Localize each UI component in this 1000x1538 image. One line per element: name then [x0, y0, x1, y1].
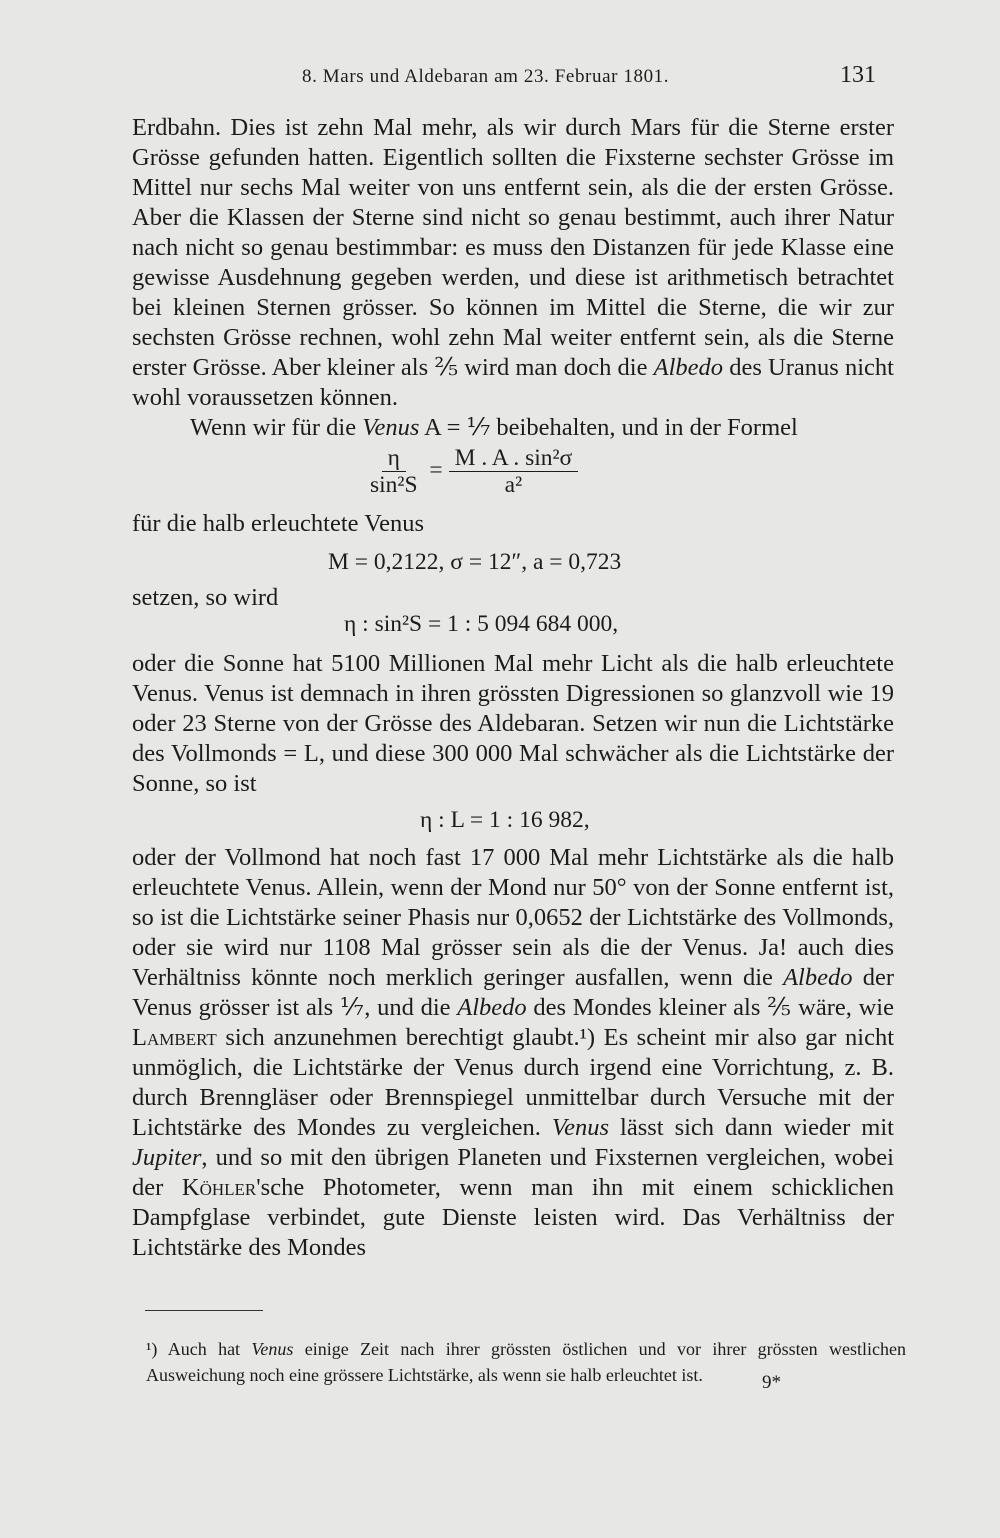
- running-head: 8. Mars und Aldebaran am 23. Februar 1801.: [302, 66, 670, 87]
- page-number: 131: [840, 62, 876, 88]
- text-run: wird man doch die: [458, 354, 654, 381]
- formula-equals: =: [429, 456, 443, 483]
- paragraph-5: oder die Sonne hat 5100 Millionen Mal mehr Licht als die halb erleuchtete Venus. Venus ist demnach in ihren grössten Digressionen so glanzvoll wie 19 oder 23 Sterne von der Grösse des Aldebaran. Setzen wir nun die Lichtstärke des Vollmonds = L, und diese 300 000 Mal schwächer als die Lichtstärke der Sonne, so ist: [132, 650, 894, 797]
- text-run: 'sche Photometer, wenn man ihn mit einem schicklichen Dampfglase verbindet, gute Dienste leisten wird. Das Verhältniss der Lichtstärke des Mondes: [132, 1174, 894, 1261]
- text-run: sich anzunehmen berechtigt glaubt.¹) Es scheint mir also gar nicht unmöglich, die Lichtstärke der Venus durch irgend eine Vorrichtung, z. B. durch Brenngläser oder Brennspiegel unmittelbar durch Versuche mit der Lichtstärke des Mondes zu vergleichen.: [132, 1024, 894, 1141]
- paragraph-6: [132, 843, 894, 1263]
- formula-lhs: [364, 445, 424, 498]
- name-koehler: Köhler: [181, 1174, 257, 1201]
- text-run: der Venus grösser ist als ⅐, und die: [132, 964, 894, 1021]
- text-run: Wenn wir für die: [190, 414, 363, 441]
- page-header: [0, 60, 1000, 96]
- term-venus: Venus: [251, 1339, 294, 1359]
- formula-rhs-numerator: M . A . sin²σ: [449, 445, 579, 472]
- paragraph-4: setzen, so wird: [132, 584, 279, 611]
- formula: [364, 445, 894, 505]
- text-run: lässt sich dann wieder mit: [609, 1114, 894, 1141]
- body-text: [132, 113, 894, 1263]
- term-albedo: Albedo: [783, 964, 853, 991]
- formula-lhs-numerator: η: [382, 445, 406, 472]
- term-albedo: Albedo: [457, 994, 527, 1021]
- paragraph-3: für die halb erleuchtete Venus: [132, 510, 425, 537]
- text-run: Auch hat: [157, 1339, 252, 1359]
- paragraph-2: [132, 413, 894, 443]
- footnote-rule: [145, 1310, 263, 1311]
- signature-mark: 9*: [762, 1372, 781, 1393]
- formula-lhs-denominator: sin²S: [370, 472, 418, 498]
- name-lambert: Lambert: [132, 1024, 217, 1051]
- text-run: Erdbahn. Dies ist zehn Mal mehr, als wir durch Mars für die Sterne erster Grösse gefunden hatten. Eigentlich sollten die Fixsterne sechster Grösse im Mittel nur sechs Mal weiter von uns entfernt sein, als die der ersten Grösse. Aber die Klassen der Sterne sind nicht so genau bestimmt, auch ihrer Natur nach nicht so genau bestimmbar: es muss den Distanzen für jede Klasse eine gewisse Ausdehnung gegeben werden, und diese ist arithmetisch betrachtet bei kleinen Sternen grösser. So können im Mittel die Sterne, die wir zur sechsten Grösse rechnen, wohl zehn Mal weiter entfernt sein, als die Sterne erster Grösse. Aber kleiner als: [132, 114, 894, 381]
- term-jupiter: Jupiter: [132, 1144, 202, 1171]
- text-run: des Mondes kleiner als ⅖ wäre, wie: [526, 994, 894, 1021]
- ratio-equation-1: η : sin²S = 1 : 5 094 684 000,: [344, 611, 619, 637]
- text-run: A = ⅐ beibehalten, und in der Formel: [419, 414, 798, 441]
- formula-rhs-denominator: a²: [504, 472, 523, 498]
- term-venus: Venus: [551, 1114, 610, 1141]
- footnote: [146, 1336, 906, 1388]
- formula-rhs: [449, 445, 579, 498]
- term-venus: Venus: [362, 414, 420, 441]
- text-run: des Uranus nicht wohl voraussetzen können.: [132, 354, 894, 411]
- text-run: einige Zeit nach ihrer grössten östlichen und vor ihrer grössten westlichen Ausweichung noch eine grössere Lichtstärke, als wenn sie halb erleuchtet ist.: [146, 1339, 906, 1385]
- paragraph-1: [132, 113, 894, 413]
- term-albedo: Albedo: [653, 354, 724, 381]
- fraction: ⅖: [434, 354, 459, 381]
- values-line: M = 0,2122, σ = 12″, a = 0,723: [328, 549, 622, 575]
- ratio-equation-2: η : L = 1 : 16 982,: [420, 807, 590, 833]
- text-run: oder der Vollmond hat noch fast 17 000 Mal mehr Lichtstärke als die halb erleuchtete Venus. Allein, wenn der Mond nur 50° von der Sonne entfernt ist, so ist die Lichtstärke seiner Phasis nur 0,0652 der Lichtstärke des Vollmonds, oder sie wird nur 1108 Mal grösser sein als die der Venus. Ja! auch dies Verhältniss könnte noch merklich geringer ausfallen, wenn die: [132, 844, 894, 991]
- footnote-marker: ¹): [146, 1339, 158, 1359]
- text-run: , und so mit den übrigen Planeten und Fixsternen vergleichen, wobei der: [132, 1144, 894, 1201]
